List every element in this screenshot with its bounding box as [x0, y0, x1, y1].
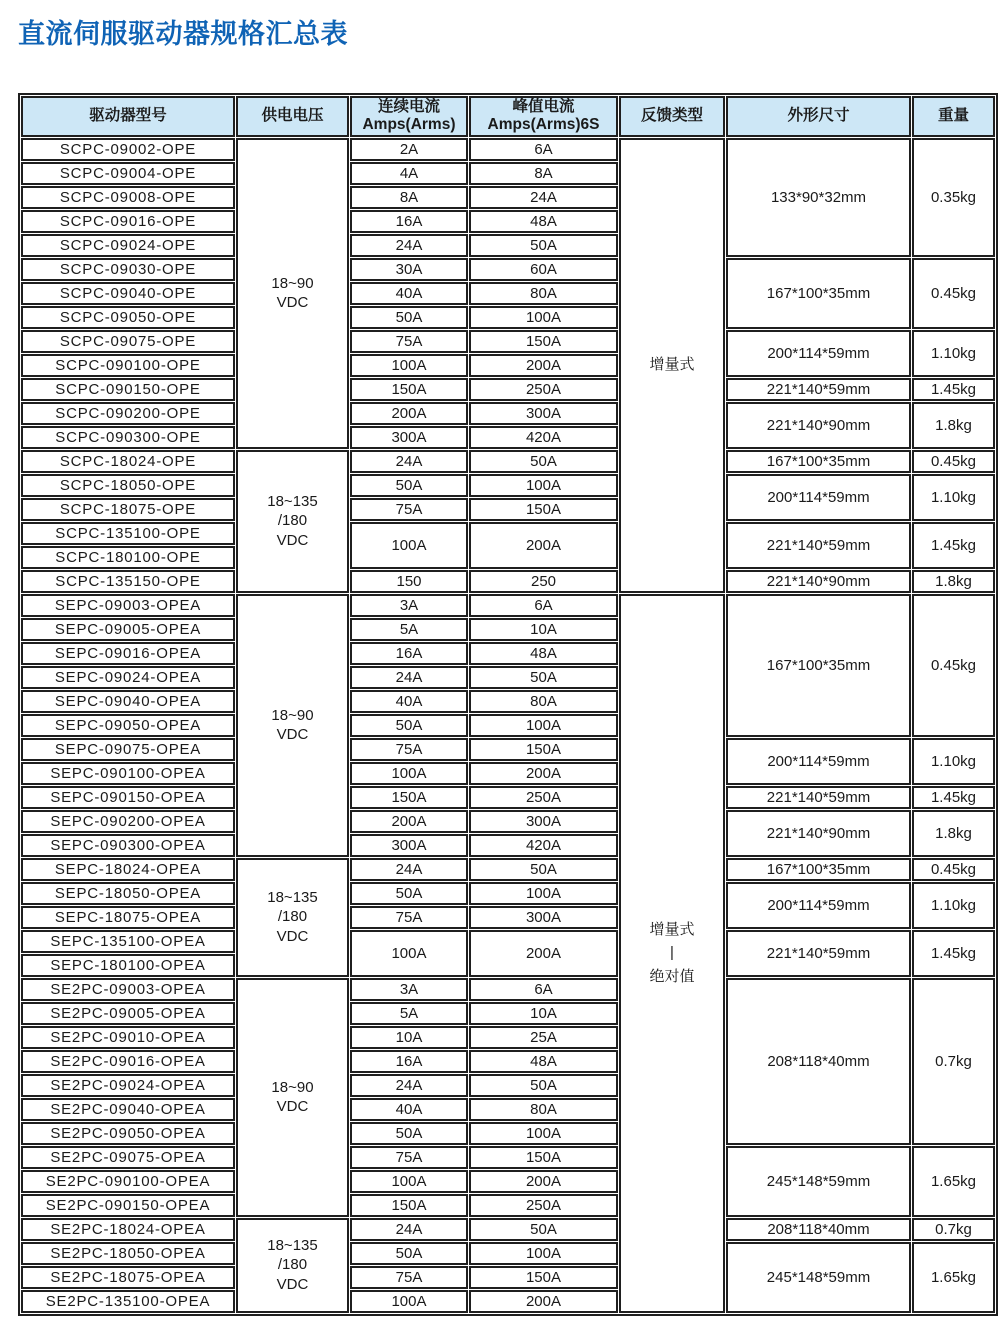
header-continuous-current-label: 连续电流 [377, 98, 440, 115]
weight-cell: 0.45kg [912, 450, 995, 473]
header-voltage-label: 供电电压 [261, 107, 324, 125]
model-cell: SEPC-09050-OPEA [21, 714, 235, 737]
header-feedback [619, 96, 725, 137]
model-cell: SEPC-135100-OPEA [21, 930, 235, 953]
peak-current-cell: 80A [469, 282, 618, 305]
dimensions-cell: 167*100*35mm [726, 594, 911, 737]
model-cell: SEPC-18075-OPEA [21, 906, 235, 929]
table-row [21, 930, 995, 953]
model-cell: SE2PC-18024-OPEA [21, 1218, 235, 1241]
table-row [21, 330, 995, 353]
voltage-cell: 18~135 /180 VDC [236, 858, 349, 977]
weight-cell: 1.45kg [912, 786, 995, 809]
table-row [21, 258, 995, 281]
dimensions-cell: 221*140*59mm [726, 786, 911, 809]
continuous-current-cell: 100A [350, 930, 468, 977]
peak-current-cell: 100A [469, 1122, 618, 1145]
weight-cell: 1.65kg [912, 1242, 995, 1313]
table-row [21, 402, 995, 425]
model-cell: SCPC-09030-OPE [21, 258, 235, 281]
continuous-current-cell: 150A [350, 378, 468, 401]
model-cell: SEPC-180100-OPEA [21, 954, 235, 977]
weight-cell: 0.45kg [912, 858, 995, 881]
model-cell: SE2PC-09016-OPEA [21, 1050, 235, 1073]
page-title: 直流伺服驱动器规格汇总表 [18, 19, 348, 49]
dimensions-cell: 208*118*40mm [726, 1218, 911, 1241]
model-cell: SCPC-180100-OPE [21, 546, 235, 569]
weight-cell: 1.8kg [912, 570, 995, 593]
model-cell: SCPC-09002-OPE [21, 138, 235, 161]
continuous-current-cell: 5A [350, 1002, 468, 1025]
continuous-current-cell: 24A [350, 234, 468, 257]
model-cell: SCPC-18024-OPE [21, 450, 235, 473]
header-dimensions-label: 外形尺寸 [787, 107, 850, 125]
continuous-current-cell: 50A [350, 474, 468, 497]
weight-cell: 0.45kg [912, 258, 995, 329]
peak-current-cell: 250A [469, 786, 618, 809]
peak-current-cell: 50A [469, 450, 618, 473]
table-row [21, 1146, 995, 1169]
continuous-current-cell: 40A [350, 1098, 468, 1121]
header-peak-current [469, 96, 618, 137]
model-cell: SCPC-090200-OPE [21, 402, 235, 425]
table-header [21, 96, 995, 137]
model-cell: SEPC-090150-OPEA [21, 786, 235, 809]
model-cell: SE2PC-09050-OPEA [21, 1122, 235, 1145]
table-row [21, 1242, 995, 1265]
header-model-label: 驱动器型号 [89, 107, 167, 125]
peak-current-cell: 50A [469, 1218, 618, 1241]
model-cell: SEPC-18024-OPEA [21, 858, 235, 881]
peak-current-cell: 24A [469, 186, 618, 209]
model-cell: SCPC-18050-OPE [21, 474, 235, 497]
peak-current-cell: 10A [469, 1002, 618, 1025]
model-cell: SE2PC-09003-OPEA [21, 978, 235, 1001]
continuous-current-cell: 100A [350, 1170, 468, 1193]
header-continuous-current [350, 96, 468, 137]
model-cell: SEPC-09016-OPEA [21, 642, 235, 665]
voltage-cell: 18~135 /180 VDC [236, 1218, 349, 1313]
continuous-current-cell: 100A [350, 354, 468, 377]
continuous-current-cell: 75A [350, 906, 468, 929]
model-cell: SCPC-09016-OPE [21, 210, 235, 233]
weight-cell: 1.45kg [912, 930, 995, 977]
peak-current-cell: 200A [469, 1290, 618, 1313]
header-continuous-current-unit: Amps(Arms) [362, 116, 456, 134]
model-cell: SCPC-135150-OPE [21, 570, 235, 593]
peak-current-cell: 50A [469, 1074, 618, 1097]
continuous-current-cell: 3A [350, 594, 468, 617]
model-cell: SCPC-09075-OPE [21, 330, 235, 353]
model-cell: SEPC-090200-OPEA [21, 810, 235, 833]
peak-current-cell: 300A [469, 402, 618, 425]
peak-current-cell: 200A [469, 522, 618, 569]
header-dimensions [726, 96, 911, 137]
continuous-current-cell: 50A [350, 1122, 468, 1145]
model-cell: SEPC-18050-OPEA [21, 882, 235, 905]
voltage-cell: 18~90 VDC [236, 978, 349, 1217]
continuous-current-cell: 100A [350, 1290, 468, 1313]
weight-cell: 1.45kg [912, 522, 995, 569]
dimensions-cell: 221*140*59mm [726, 378, 911, 401]
peak-current-cell: 80A [469, 690, 618, 713]
peak-current-cell: 150A [469, 330, 618, 353]
dimensions-cell: 245*148*59mm [726, 1242, 911, 1313]
peak-current-cell: 300A [469, 810, 618, 833]
feedback-type-cell: 增量式 | 绝对值 [619, 594, 725, 1313]
peak-current-cell: 50A [469, 234, 618, 257]
header-feedback-label: 反馈类型 [640, 107, 703, 125]
model-cell: SE2PC-135100-OPEA [21, 1290, 235, 1313]
model-cell: SE2PC-09024-OPEA [21, 1074, 235, 1097]
dimensions-cell: 200*114*59mm [726, 330, 911, 377]
model-cell: SCPC-09004-OPE [21, 162, 235, 185]
continuous-current-cell: 75A [350, 330, 468, 353]
dimensions-cell: 167*100*35mm [726, 450, 911, 473]
peak-current-cell: 200A [469, 930, 618, 977]
continuous-current-cell: 4A [350, 162, 468, 185]
table-row [21, 378, 995, 401]
peak-current-cell: 48A [469, 210, 618, 233]
continuous-current-cell: 24A [350, 1218, 468, 1241]
model-cell: SEPC-090100-OPEA [21, 762, 235, 785]
dimensions-cell: 221*140*90mm [726, 570, 911, 593]
model-cell: SCPC-090100-OPE [21, 354, 235, 377]
model-cell: SCPC-09008-OPE [21, 186, 235, 209]
peak-current-cell: 6A [469, 138, 618, 161]
continuous-current-cell: 75A [350, 498, 468, 521]
peak-current-cell: 150A [469, 1266, 618, 1289]
continuous-current-cell: 24A [350, 1074, 468, 1097]
header-row [21, 96, 995, 137]
table-row [21, 138, 995, 161]
table-row [21, 594, 995, 617]
model-cell: SEPC-09040-OPEA [21, 690, 235, 713]
weight-cell: 0.35kg [912, 138, 995, 257]
voltage-cell: 18~135 /180 VDC [236, 450, 349, 593]
table-row [21, 882, 995, 905]
continuous-current-cell: 24A [350, 450, 468, 473]
dimensions-cell: 221*140*59mm [726, 930, 911, 977]
model-cell: SCPC-090300-OPE [21, 426, 235, 449]
header-peak-current-unit: Amps(Arms)6S [487, 116, 600, 134]
header-peak-current-label: 峰值电流 [512, 98, 575, 115]
spec-summary-table [18, 93, 998, 1316]
voltage-cell: 18~90 VDC [236, 138, 349, 449]
dimensions-cell: 167*100*35mm [726, 858, 911, 881]
voltage-cell: 18~90 VDC [236, 594, 349, 857]
peak-current-cell: 150A [469, 1146, 618, 1169]
peak-current-cell: 200A [469, 354, 618, 377]
model-cell: SCPC-090150-OPE [21, 378, 235, 401]
peak-current-cell: 200A [469, 1170, 618, 1193]
peak-current-cell: 150A [469, 498, 618, 521]
model-cell: SE2PC-09010-OPEA [21, 1026, 235, 1049]
peak-current-cell: 100A [469, 882, 618, 905]
table-row [21, 450, 995, 473]
continuous-current-cell: 150A [350, 786, 468, 809]
header-model [21, 96, 235, 137]
dimensions-cell: 221*140*59mm [726, 522, 911, 569]
model-cell: SCPC-09024-OPE [21, 234, 235, 257]
peak-current-cell: 420A [469, 426, 618, 449]
continuous-current-cell: 200A [350, 810, 468, 833]
peak-current-cell: 6A [469, 594, 618, 617]
model-cell: SEPC-09003-OPEA [21, 594, 235, 617]
continuous-current-cell: 300A [350, 834, 468, 857]
table-row [21, 570, 995, 593]
weight-cell: 0.7kg [912, 1218, 995, 1241]
model-cell: SEPC-090300-OPEA [21, 834, 235, 857]
peak-current-cell: 300A [469, 906, 618, 929]
peak-current-cell: 80A [469, 1098, 618, 1121]
continuous-current-cell: 50A [350, 1242, 468, 1265]
continuous-current-cell: 40A [350, 690, 468, 713]
weight-cell: 1.8kg [912, 402, 995, 449]
continuous-current-cell: 30A [350, 258, 468, 281]
continuous-current-cell: 75A [350, 1146, 468, 1169]
dimensions-cell: 200*114*59mm [726, 882, 911, 929]
continuous-current-cell: 100A [350, 762, 468, 785]
peak-current-cell: 100A [469, 306, 618, 329]
continuous-current-cell: 2A [350, 138, 468, 161]
header-weight [912, 96, 995, 137]
continuous-current-cell: 16A [350, 642, 468, 665]
peak-current-cell: 50A [469, 858, 618, 881]
table-row [21, 1218, 995, 1241]
table-row [21, 522, 995, 545]
peak-current-cell: 6A [469, 978, 618, 1001]
weight-cell: 1.10kg [912, 738, 995, 785]
peak-current-cell: 100A [469, 714, 618, 737]
table-row [21, 858, 995, 881]
dimensions-cell: 221*140*90mm [726, 402, 911, 449]
continuous-current-cell: 150A [350, 1194, 468, 1217]
peak-current-cell: 100A [469, 1242, 618, 1265]
continuous-current-cell: 3A [350, 978, 468, 1001]
peak-current-cell: 60A [469, 258, 618, 281]
continuous-current-cell: 150 [350, 570, 468, 593]
weight-cell: 1.10kg [912, 330, 995, 377]
model-cell: SE2PC-090150-OPEA [21, 1194, 235, 1217]
model-cell: SE2PC-18050-OPEA [21, 1242, 235, 1265]
peak-current-cell: 250A [469, 378, 618, 401]
model-cell: SEPC-09075-OPEA [21, 738, 235, 761]
peak-current-cell: 150A [469, 738, 618, 761]
peak-current-cell: 200A [469, 762, 618, 785]
header-weight-label: 重量 [937, 107, 969, 125]
model-cell: SEPC-09005-OPEA [21, 618, 235, 641]
peak-current-cell: 25A [469, 1026, 618, 1049]
continuous-current-cell: 50A [350, 714, 468, 737]
weight-cell: 1.10kg [912, 882, 995, 929]
model-cell: SE2PC-09040-OPEA [21, 1098, 235, 1121]
dimensions-cell: 200*114*59mm [726, 474, 911, 521]
model-cell: SE2PC-090100-OPEA [21, 1170, 235, 1193]
spec-table-body [21, 138, 995, 1313]
dimensions-cell: 200*114*59mm [726, 738, 911, 785]
peak-current-cell: 50A [469, 666, 618, 689]
feedback-type-cell: 增量式 [619, 138, 725, 593]
dimensions-cell: 245*148*59mm [726, 1146, 911, 1217]
peak-current-cell: 250A [469, 1194, 618, 1217]
model-cell: SCPC-135100-OPE [21, 522, 235, 545]
continuous-current-cell: 200A [350, 402, 468, 425]
continuous-current-cell: 10A [350, 1026, 468, 1049]
continuous-current-cell: 50A [350, 306, 468, 329]
model-cell: SCPC-09040-OPE [21, 282, 235, 305]
table-row [21, 738, 995, 761]
model-cell: SCPC-09050-OPE [21, 306, 235, 329]
weight-cell: 0.7kg [912, 978, 995, 1145]
model-cell: SE2PC-18075-OPEA [21, 1266, 235, 1289]
continuous-current-cell: 300A [350, 426, 468, 449]
weight-cell: 1.10kg [912, 474, 995, 521]
peak-current-cell: 8A [469, 162, 618, 185]
model-cell: SCPC-18075-OPE [21, 498, 235, 521]
dimensions-cell: 133*90*32mm [726, 138, 911, 257]
weight-cell: 1.65kg [912, 1146, 995, 1217]
model-cell: SE2PC-09005-OPEA [21, 1002, 235, 1025]
peak-current-cell: 48A [469, 1050, 618, 1073]
dimensions-cell: 167*100*35mm [726, 258, 911, 329]
continuous-current-cell: 100A [350, 522, 468, 569]
continuous-current-cell: 24A [350, 858, 468, 881]
dimensions-cell: 221*140*90mm [726, 810, 911, 857]
header-voltage [236, 96, 349, 137]
continuous-current-cell: 75A [350, 1266, 468, 1289]
peak-current-cell: 48A [469, 642, 618, 665]
table-row [21, 810, 995, 833]
continuous-current-cell: 75A [350, 738, 468, 761]
continuous-current-cell: 8A [350, 186, 468, 209]
continuous-current-cell: 16A [350, 1050, 468, 1073]
peak-current-cell: 100A [469, 474, 618, 497]
continuous-current-cell: 50A [350, 882, 468, 905]
weight-cell: 1.8kg [912, 810, 995, 857]
continuous-current-cell: 40A [350, 282, 468, 305]
weight-cell: 0.45kg [912, 594, 995, 737]
weight-cell: 1.45kg [912, 378, 995, 401]
peak-current-cell: 420A [469, 834, 618, 857]
table-row [21, 978, 995, 1001]
model-cell: SE2PC-09075-OPEA [21, 1146, 235, 1169]
continuous-current-cell: 16A [350, 210, 468, 233]
continuous-current-cell: 5A [350, 618, 468, 641]
peak-current-cell: 250 [469, 570, 618, 593]
continuous-current-cell: 24A [350, 666, 468, 689]
table-row [21, 786, 995, 809]
dimensions-cell: 208*118*40mm [726, 978, 911, 1145]
table-row [21, 474, 995, 497]
model-cell: SEPC-09024-OPEA [21, 666, 235, 689]
peak-current-cell: 10A [469, 618, 618, 641]
